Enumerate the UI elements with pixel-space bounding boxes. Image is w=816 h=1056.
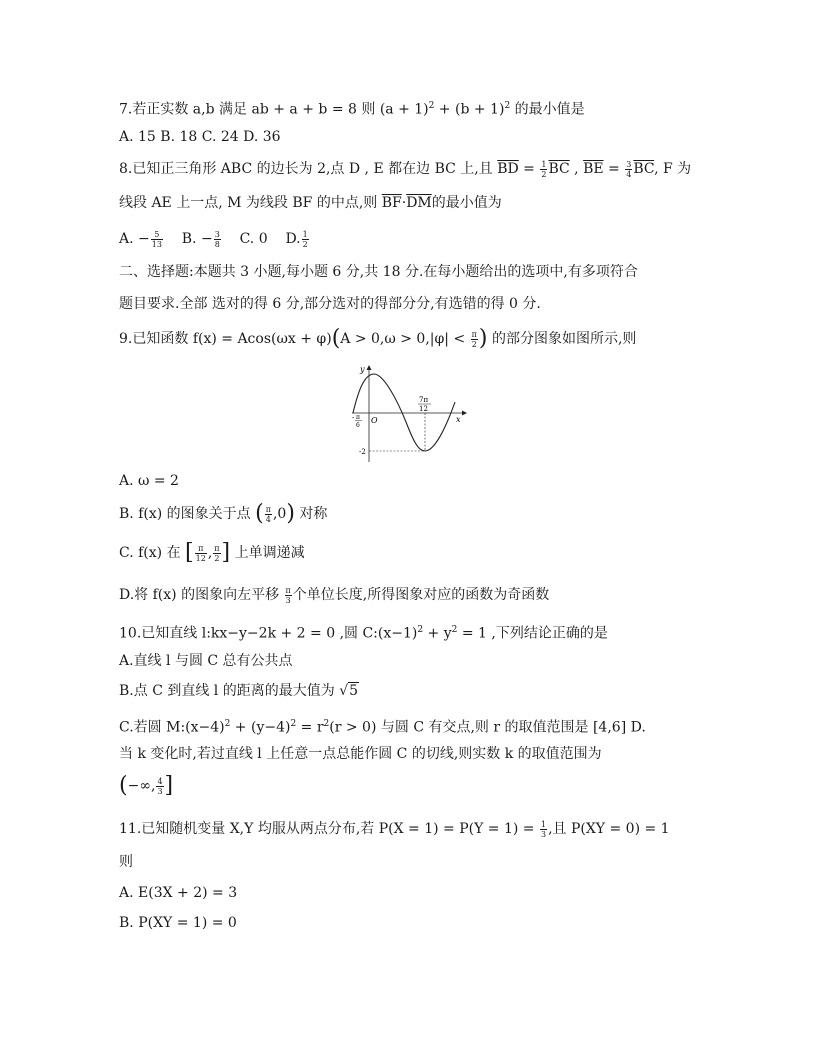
section2-line2: 题目要求.全部 选对的得 6 分,部分选对的得部分分,有选错的得 0 分.: [119, 296, 541, 312]
paren-open-b: (: [255, 501, 264, 526]
frac-1-2: $\frac{1}{2}$: [302, 229, 308, 249]
neg-infinity: −∞,: [127, 778, 156, 794]
q9-prefix: 9.已知函数: [119, 331, 189, 347]
section2-line1: 二、选择题:本题共 3 小题,每小题 6 分,共 18 分.在每小题给出的选项中,有多项符合: [119, 264, 638, 280]
q8-opt-a-label: A.: [119, 231, 134, 247]
neg-tick-pi: π: [356, 414, 360, 421]
q8-stem-line2: [119, 193, 502, 213]
q10-opt-c-d: (r > 0) 与圆 C 有交点,则 r 的取值范围是 [4,6] D.: [329, 719, 646, 736]
q7-exp-a: 2: [428, 101, 435, 111]
vector-bd: $\overline{BD}$: [497, 161, 519, 177]
q7-expr-a: (a + 1): [379, 101, 429, 118]
vector-bf: $\overline{BF}$: [381, 195, 402, 211]
q9-func: f(x) = Acos(ωx + φ): [192, 331, 332, 347]
q10-option-a: A.直线 l 与圆 C 总有公共点: [119, 653, 293, 669]
q9-opt-b-tail: 对称: [299, 506, 328, 522]
q8-f-text: , F 为: [654, 161, 692, 177]
y-axis-label: y: [360, 365, 365, 374]
dot-op: ·: [401, 195, 407, 211]
q9-option-d: [119, 585, 549, 605]
y-tick-neg2: -2: [359, 448, 366, 456]
q9-option-c: C. f(x) 在 [ $\frac{\pi}{12}$ , $\frac{\pi}{2}$ ] 上单调递减: [119, 540, 305, 565]
frac-one-half: $\frac{1}{2}$: [541, 159, 547, 179]
vector-be: $\overline{BE}$: [583, 161, 604, 177]
paren-open-d: (: [119, 773, 128, 798]
q10-stem: [119, 620, 608, 644]
q10-opt-c-c: = r: [296, 719, 324, 736]
q8-line2-b: 的最小值为: [431, 195, 502, 211]
frac-4-3: $\frac{4}{3}$: [157, 776, 163, 796]
x-tick-7pi: 7π: [419, 396, 429, 404]
bracket-open-c: [: [185, 540, 194, 565]
neg-tick-sign: -: [352, 414, 355, 422]
q7-plus: +: [434, 101, 455, 118]
q9-opt-b-text: B. f(x) 的图象关于点: [119, 506, 251, 522]
q8-opt-d-label: D.: [285, 231, 301, 247]
x-axis-label: x: [456, 415, 461, 424]
frac-pi-2: $\frac{\pi}{2}$: [471, 329, 477, 349]
q8-opt-c: C. 0: [239, 231, 268, 247]
q10-option-d-line3: [119, 773, 174, 798]
bracket-close-d: ]: [164, 773, 174, 798]
q8-prefix: 8.已知正三角形 ABC 的边长为 2,点 D , E 都在边 BC 上,且: [119, 161, 493, 177]
q11-option-b: B. P(XY = 1) = 0: [119, 915, 237, 931]
q10-opt-c-a: C.若圆 M:(x−4): [119, 719, 225, 736]
frac-3-8: $\frac{3}{8}$: [214, 229, 220, 249]
q7-condition: ab + a + b = 8: [251, 101, 357, 118]
q10-exp-2: 2: [451, 625, 458, 635]
q7-mid: 则: [361, 101, 376, 118]
y-axis-arrow: [367, 365, 372, 370]
q9-option-b: B. f(x) 的图象关于点 ( $\frac{\pi}{4}$ ,0) 对称: [119, 501, 328, 526]
q10-option-d-line2: 当 k 变化时,若过直线 l 上任意一点总能作圆 C 的切线,则实数 k 的取值范围为: [119, 746, 602, 762]
vector-bc-2: $\overline{BC}$: [633, 161, 655, 177]
x-axis-arrow: [462, 411, 467, 416]
q8-opt-b-label: B.: [181, 231, 197, 247]
frac-pi-2-c: $\frac{\pi}{2}$: [214, 543, 220, 563]
q7-expr-b: (b + 1): [455, 101, 505, 118]
neg-tick-6: 6: [356, 422, 360, 429]
sqrt-5: √5: [339, 683, 359, 699]
q9-opt-c-tail: 上单调递减: [234, 545, 305, 561]
q10-tail: = 1 ,下列结论正确的是: [457, 625, 608, 642]
q10-c-exp-1: 2: [224, 719, 231, 729]
q11-suffix: ,且 P(XY = 0) = 1: [548, 821, 670, 837]
bracket-close-c: ]: [221, 540, 231, 565]
q7-stem: [119, 96, 585, 120]
q9-stem: [119, 326, 637, 351]
vector-bc: $\overline{BC}$: [548, 161, 570, 177]
frac-three-quarters: $\frac{3}{4}$: [626, 159, 632, 179]
frac-pi-4: $\frac{\pi}{4}$: [265, 504, 271, 524]
x-tick-12: 12: [419, 405, 428, 413]
paren-open: (: [331, 326, 341, 351]
q10-option-b: [119, 681, 359, 701]
q9-cond: A > 0,ω > 0,|φ| <: [340, 331, 466, 347]
q7-prefix: 7.若正实数 a,b 满足: [119, 101, 248, 118]
q8-stem-line1: 8.已知正三角形 ABC 的边长为 2,点 D , E 都在边 BC 上,且 $\overline{BD}$ = $\frac{1}{2}$ $\overline{BC}$ , $\overline{BE}$ = $\frac{3}{4}$ $\overline{BC}$, F 为: [119, 159, 692, 179]
cosine-curve: [353, 374, 455, 451]
q9-option-a: A. ω = 2: [119, 473, 179, 489]
q7-options: A. 15 B. 18 C. 24 D. 36: [119, 129, 281, 145]
q11-stem-line2: 则: [119, 854, 133, 870]
q10-option-c: [119, 714, 646, 738]
q10-opt-b-text: B.点 C 到直线 l 的距离的最大值为: [119, 683, 335, 699]
vector-dm: $\overline{DM}$: [406, 195, 432, 211]
q9-opt-d-tail: 个单位长度,所得图象对应的函数为奇函数: [292, 587, 550, 603]
frac-1-3: $\frac{1}{3}$: [540, 819, 547, 839]
paren-close-b: ): [286, 501, 295, 526]
origin-label: O: [371, 416, 378, 425]
q11-prefix: 11.已知随机变量 X,Y 均服从两点分布,若 P(X = 1) = P(Y = 1) =: [119, 821, 535, 837]
q8-line2-a: 线段 AE 上一点, M 为线段 BF 的中点,则: [119, 195, 378, 211]
q10-suffix: + y: [423, 625, 452, 642]
q10-exp-1: 2: [417, 625, 424, 635]
q7-exp-b: 2: [504, 101, 511, 111]
q10-c-exp-3: 2: [323, 719, 330, 729]
frac-pi-3: $\frac{\pi}{3}$: [285, 585, 291, 605]
q11-option-a: A. E(3X + 2) = 3: [119, 885, 238, 901]
q9-opt-d-text: D.将 f(x) 的图象向左平移: [119, 587, 280, 603]
q10-opt-c-b: + (y−4): [230, 719, 291, 736]
q9-suffix: 的部分图象如图所示,则: [491, 331, 637, 347]
frac-pi-12: $\frac{\pi}{12}$: [195, 543, 206, 563]
q11-stem: [119, 819, 670, 839]
q7-suffix: 的最小值是: [514, 101, 585, 118]
paren-close: ): [478, 326, 488, 351]
frac-5-13: $\frac{5}{13}$: [151, 229, 162, 249]
q9-opt-c-text: C. f(x) 在: [119, 545, 181, 561]
q9-graph: [350, 362, 470, 462]
q8-options: A. − $\frac{5}{13}$ B. − $\frac{3}{8}$ C. 0 D. $\frac{1}{2}$: [119, 229, 308, 249]
q10-c-exp-2: 2: [290, 719, 297, 729]
q10-prefix: 10.已知直线 l:kx−y−2k + 2 = 0 ,圆 C:(x−1): [119, 625, 418, 642]
